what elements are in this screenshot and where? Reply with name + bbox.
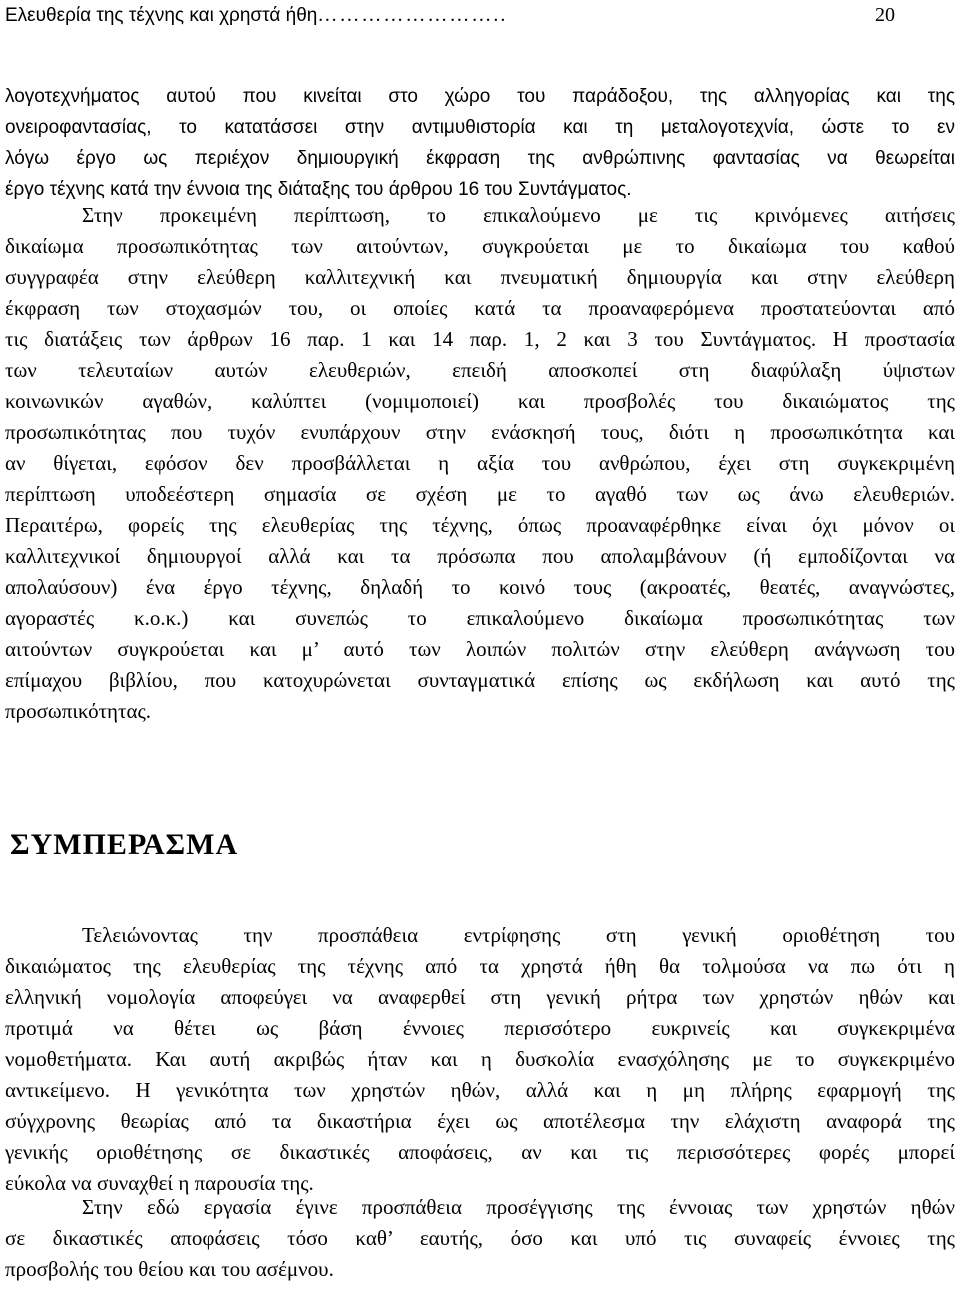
text-line: προσωπικότητας. (5, 699, 152, 723)
paragraph-conclusion (5, 920, 955, 1199)
text-line: απολαύσουν) ένα έργο τέχνης, δηλαδή το κοινό τους (ακροατές, θεατές, αναγνώστες, (5, 575, 955, 599)
text-line: των τελευταίων αυτών ελευθεριών, επειδή αποσκοπεί στη διαφύλαξη ύψιστων (5, 358, 955, 382)
text-line: λόγω έργο ως περιέχον δημιουργική έκφραση της ανθρώπινης φαντασίας να θεωρείται (5, 148, 955, 169)
text-line: προτιμά να θέτει ως βάση έννοιες περισσότερο ευκρινείς και συγκεκριμένα (5, 1016, 955, 1040)
paragraph-continuation (5, 81, 955, 174)
header-title: Ελευθερία της τέχνης και χρηστά ήθη (5, 5, 318, 26)
running-header (5, 3, 945, 28)
text-line: αγοραστές κ.ο.κ.) και συνεπώς το επικαλούμενο δικαίωμα προσωπικότητας των (5, 606, 955, 630)
text-line: αν θίγεται, εφόσον δεν προσβάλλεται η αξία του ανθρώπου, έχει στη συγκεκριμένη (5, 451, 955, 475)
text-line: εύκολα να συναχθεί η παρουσία της. (5, 1171, 314, 1195)
text-line: νομοθετήματα. Και αυτή ακριβώς ήταν και η δυσκολία ενασχόλησης με το συγκεκριμένο (5, 1047, 955, 1071)
text-line: κοινωνικών αγαθών, καλύπτει (νομιμοποιεί) και προσβολές του δικαιώματος της (5, 389, 955, 413)
text-line: καλλιτεχνικοί δημιουργοί αλλά και τα πρόσωπα που απολαμβάνουν (ή εμποδίζονται να (5, 544, 955, 568)
text-line: λογοτεχνήματος αυτού που κινείται στο χώρο του παράδοξου, της αλληγορίας και της (5, 86, 955, 107)
text-line: αντικείμενο. Η γενικότητα των χρηστών ηθών, αλλά και η μη πλήρης εφαρμογή της (5, 1078, 955, 1102)
text-line: συγγραφέα στην ελεύθερη καλλιτεχνική και πνευματική δημιουργία και στην ελεύθερη (5, 265, 955, 289)
text-line: δικαιώματος της ελευθερίας της τέχνης από τα χρηστά ήθη θα τολμούσα να πω ότι η (5, 954, 955, 978)
page-number: 20 (875, 4, 895, 26)
text-line: σε δικαστικές αποφάσεις τόσο καθ’ εαυτής, όσο και υπό τις συναφείς έννοιες της (5, 1226, 955, 1250)
paragraph-argument (5, 200, 955, 727)
text-line: γενικής οριοθέτησης σε δικαστικές αποφάσεις, αν και τις περισσότερες φορές μπορεί (5, 1140, 955, 1164)
text-line: έκφραση των στοχασμών του, οι οποίες κατά τα προαναφερόμενα προστατεύονται από (5, 296, 955, 320)
text-line: ονειροφαντασίας, το κατατάσσει στην αντιμυθιστορία και τη μεταλογοτεχνία, ώστε το εν (5, 117, 955, 138)
section-heading: ΣΥΜΠΕΡΑΣΜΑ (10, 828, 239, 861)
text-line: Τελειώνοντας την προσπάθεια εντρίφησης στη γενική οριοθέτηση του (82, 923, 955, 947)
text-line: Στην προκειμένη περίπτωση, το επικαλούμενο με τις κρινόμενες αιτήσεις (82, 203, 955, 227)
header-dots: …………………….. (317, 4, 508, 26)
text-line: Στην εδώ εργασία έγινε προσπάθεια προσέγγισης της έννοιας των χρηστών ηθών (82, 1195, 955, 1219)
text-line: ελληνική νομολογία αποφεύγει να αναφερθεί στη γενική ρήτρα των χρηστών ηθών και (5, 985, 955, 1009)
text-line: σύγχρονης θεωρίας από τα δικαστήρια έχει ως αποτέλεσμα την ελάχιστη αναφορά της (5, 1109, 955, 1133)
text-line: προσβολής του θείου και του ασέμνου. (5, 1257, 334, 1281)
text-line: έργο τέχνης κατά την έννοια της διάταξης του άρθρου 16 του Συντάγματος. (5, 179, 632, 200)
text-line: περίπτωση υποδεέστερη σημασία σε σχέση με το αγαθό των ως άνω ελευθεριών. (5, 482, 955, 506)
text-line: αιτούντων συγκρούεται και μ’ αυτό των λοιπών πολιτών στην ελεύθερη ανάγνωση του (5, 637, 955, 661)
text-line: επίμαχου βιβλίου, που κατοχυρώνεται συνταγματικά επίσης ως εκδήλωση και αυτό της (5, 668, 955, 692)
paragraph-final (5, 1192, 955, 1285)
text-line: προσωπικότητας που τυχόν ενυπάρχουν στην ενάσκησή τους, διότι η προσωπικότητα και (5, 420, 955, 444)
text-line: δικαίωμα προσωπικότητας των αιτούντων, συγκρούεται με το δικαίωμα του καθού (5, 234, 955, 258)
text-line: Περαιτέρω, φορείς της ελευθερίας της τέχνης, όπως προαναφέρθηκε είναι όχι μόνον οι (5, 513, 955, 537)
text-line: τις διατάξεις των άρθρων 16 παρ. 1 και 14 παρ. 1, 2 και 3 του Συντάγματος. Η προστασία (5, 327, 955, 351)
